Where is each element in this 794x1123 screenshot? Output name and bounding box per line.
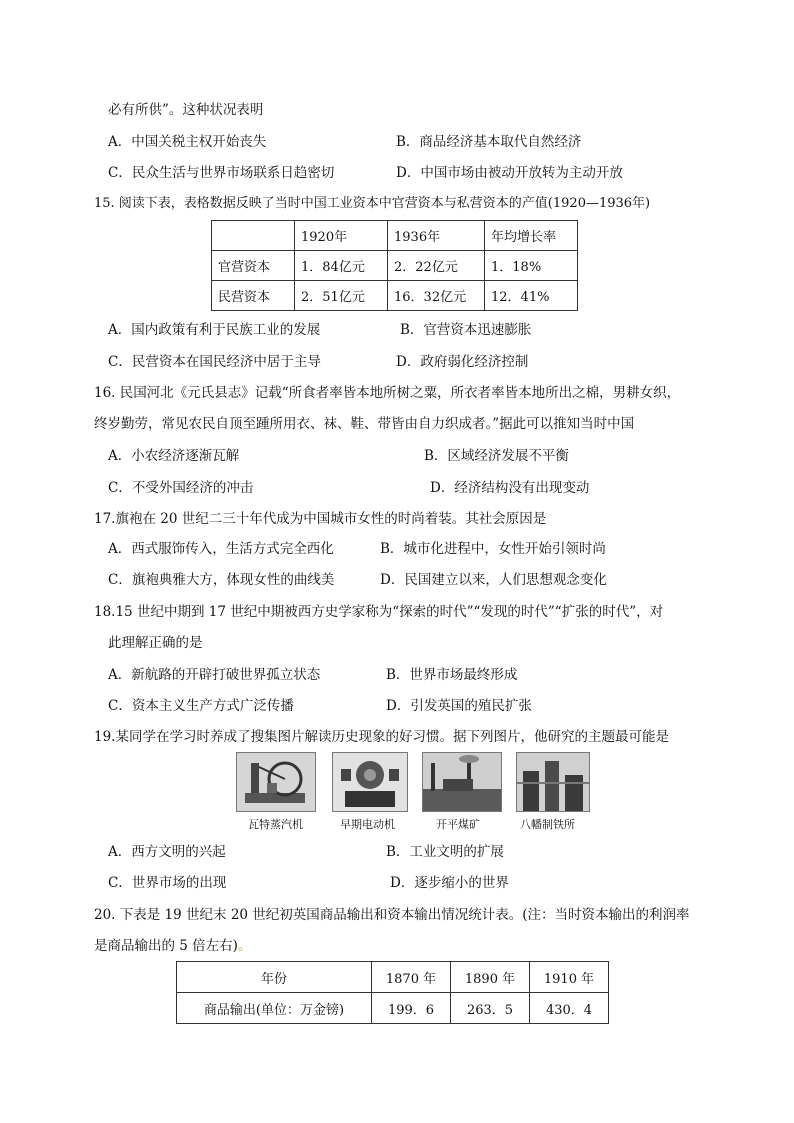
q16-stem-line-2: 终岁勤劳，常见农民自顶至踵所用衣、袜、鞋、带皆由自力织成者。”据此可以推知当时中国 [94, 416, 635, 432]
q19-option-d: D．逐步缩小的世界 [390, 875, 509, 891]
electric-motor-photo [332, 752, 408, 812]
q18-option-b: B．世界市场最终形成 [386, 667, 518, 683]
q19-option-b: B．工业文明的扩展 [386, 844, 504, 860]
table-cell: 官营资本 [212, 251, 295, 281]
q19-option-a: A．西方文明的兴起 [108, 844, 226, 860]
q16-option-c: C．不受外国经济的冲击 [108, 480, 254, 496]
table-cell: 2．22亿元 [388, 251, 485, 281]
table-cell: 1870 年 [372, 962, 451, 993]
q17-stem: 17.旗袍在 20 世纪二三十年代成为中国城市女性的时尚着装。其社会原因是 [94, 511, 547, 527]
q20-table [176, 961, 609, 1024]
q14-option-d: D．中国市场由被动开放转为主动开放 [396, 165, 623, 181]
table-cell: 2．51亿元 [295, 281, 388, 311]
table-cell: 1910 年 [530, 962, 609, 993]
photo-caption: 瓦特蒸汽机 [248, 818, 303, 831]
photo-caption: 八幡制铁所 [520, 818, 575, 831]
table-cell: 199．6 [372, 993, 451, 1024]
q16-option-a: A．小农经济逐渐瓦解 [108, 448, 240, 464]
table-cell: 263．5 [451, 993, 530, 1024]
table-cell: 1．84亿元 [295, 251, 388, 281]
table-cell [212, 221, 295, 251]
table-cell: 民营资本 [212, 281, 295, 311]
table-cell: 商品输出(单位：万金镑) [177, 993, 372, 1024]
q20-stem-line-2-end: 。 [237, 938, 252, 954]
table-cell: 1920年 [295, 221, 388, 251]
table-cell: 年均增长率 [485, 221, 578, 251]
q20-stem-line-2-text: 是商品输出的 5 倍左右) [94, 938, 238, 954]
table-cell: 16．32亿元 [388, 281, 485, 311]
table-row [177, 993, 609, 1024]
photo-caption: 早期电动机 [340, 818, 395, 831]
q14-option-a: A．中国关税主权开始丧失 [108, 134, 267, 150]
table-cell: 12．41% [485, 281, 578, 311]
table-cell: 430．4 [530, 993, 609, 1024]
table-row [212, 251, 578, 281]
yawata-steel-works-photo [516, 752, 590, 812]
table-header-row [177, 962, 609, 993]
q15-option-c: C．民营资本在国民经济中居于主导 [108, 354, 321, 370]
q18-option-d: D．引发英国的殖民扩张 [386, 698, 532, 714]
q18-stem-line-2: 此理解正确的是 [108, 635, 203, 651]
q17-option-a: A．西式服饰传入，生活方式完全西化 [108, 541, 334, 557]
table-cell: 1．18% [485, 251, 578, 281]
steam-engine-photo [236, 752, 316, 812]
q18-stem-line-1: 18.15 世纪中期到 17 世纪中期被西方史学家称为“探索的时代”“发现的时代”“扩张的时代”，对 [94, 604, 664, 620]
table-header-row [212, 221, 578, 251]
q15-option-b: B．官营资本迅速膨胀 [400, 322, 532, 338]
q14-stem-end: 必有所供”。这种状况表明 [108, 102, 264, 118]
q19-stem: 19.某同学在学习时养成了搜集图片解读历史现象的好习惯。据下列图片，他研究的主题最可能是 [94, 729, 669, 745]
table-row [212, 281, 578, 311]
q18-option-a: A．新航路的开辟打破世界孤立状态 [108, 667, 321, 683]
q14-option-b: B．商品经济基本取代自然经济 [396, 134, 582, 150]
q17-option-c: C．旗袍典雅大方，体现女性的曲线美 [108, 572, 335, 588]
q20-stem-line-2 [94, 937, 251, 955]
q19-option-c: C．世界市场的出现 [108, 875, 227, 891]
q15-option-d: D．政府弱化经济控制 [396, 354, 529, 370]
q15-stem: 15. 阅读下表，表格数据反映了当时中国工业资本中官营资本与私营资本的产值(1920—1936年) [94, 196, 651, 211]
q17-option-d: D．民国建立以来，人们思想观念变化 [380, 572, 607, 588]
q19-image-strip [236, 752, 596, 832]
q18-option-c: C．资本主义生产方式广泛传播 [108, 698, 294, 714]
photo-caption: 开平煤矿 [436, 818, 480, 831]
q14-option-c: C．民众生活与世界市场联系日趋密切 [108, 165, 335, 181]
table-cell: 年份 [177, 962, 372, 993]
q20-stem-line-1: 20. 下表是 19 世纪末 20 世纪初英国商品输出和资本输出情况统计表。(注：当时资本输出的利润率 [94, 907, 690, 923]
table-cell: 1890 年 [451, 962, 530, 993]
q16-option-b: B．区域经济发展不平衡 [424, 448, 569, 464]
q17-option-b: B．城市化进程中，女性开始引领时尚 [380, 541, 606, 557]
table-cell: 1936年 [388, 221, 485, 251]
q15-table [211, 220, 578, 311]
kaiping-coal-mine-photo [422, 752, 502, 812]
q16-option-d: D．经济结构没有出现变动 [430, 480, 590, 496]
q16-stem-line-1: 16. 民国河北《元氏县志》记载“所食者率皆本地所树之粟，所衣者率皆本地所出之棉，男耕女织， [94, 385, 681, 401]
q15-option-a: A．国内政策有利于民族工业的发展 [108, 322, 321, 338]
